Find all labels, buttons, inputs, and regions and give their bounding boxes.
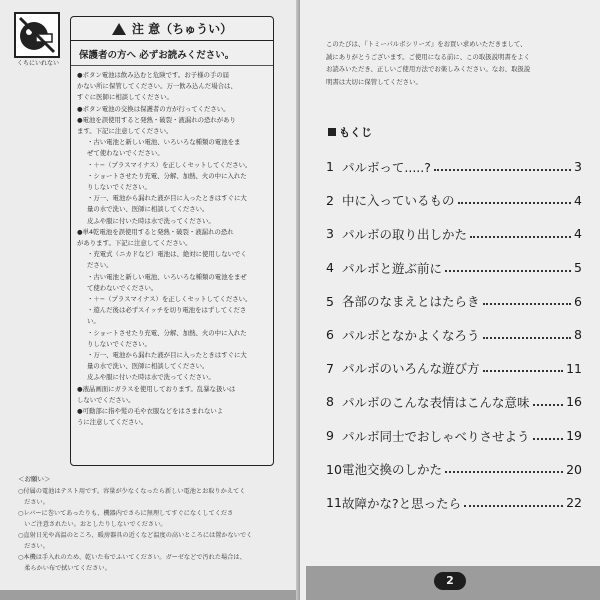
toc-leader-dots xyxy=(458,202,572,204)
left-page-bottom-edge xyxy=(0,590,296,600)
caution-item: ぜて使わないでください。 xyxy=(87,149,164,158)
notice-item: ○直射日光や高温のところ、暖房器具の近くなど温度の高いところには置かないでく xyxy=(18,532,253,539)
caution-item: ださい。 xyxy=(87,261,113,270)
notice-item: ○付属の電池はテスト用です。容量が少なくなったら新しい電池とお取りかえてく xyxy=(18,488,246,495)
toc-entry-page: 11 xyxy=(566,360,582,376)
caution-item: ・＋−（プラスマイナス）を正しくセットしてください。 xyxy=(87,160,252,169)
caution-header xyxy=(71,17,273,41)
caution-item: うに注意してください。 xyxy=(77,418,148,427)
caution-item: ●ボタン電池は飲み込むと危険です。お子様の手の届 xyxy=(77,71,230,79)
toc-entry-page: 8 xyxy=(574,327,582,343)
toc-entry xyxy=(326,284,582,318)
caution-item: ・ショートさせたり充電、分解、加熱、火の中に入れた xyxy=(87,328,247,337)
notice-title: ＜お願い＞ xyxy=(18,475,51,483)
caution-item: ・ショートさせたり充電、分解、加熱、火の中に入れた xyxy=(87,171,247,180)
toc-entry-page: 4 xyxy=(574,192,582,208)
toc-leader-dots xyxy=(445,270,571,272)
caution-item: 皮ふや服に付いた時は水で洗ってください。 xyxy=(87,373,215,382)
caution-list xyxy=(71,66,273,429)
caution-item: 皮ふや服に付いた時は水で洗ってください。 xyxy=(87,216,215,225)
toc-entry-number: 10 xyxy=(326,461,342,477)
toc-entry-title: 各部のなまえとはたらき xyxy=(342,294,480,310)
notice-item: ださい。 xyxy=(18,499,49,506)
toc-entry-number: 3 xyxy=(326,226,334,242)
caution-item: があります。下記に注意してください。 xyxy=(77,239,192,248)
caution-item: い。 xyxy=(87,317,100,326)
toc-leader-dots xyxy=(434,169,571,171)
badge-caption: くちにいれない xyxy=(16,60,59,67)
toc-entry-page: 5 xyxy=(574,260,582,276)
toc-leader-dots xyxy=(445,471,563,473)
caution-item: 量の水で洗い、医師に相談してください。 xyxy=(87,362,209,371)
table-of-contents xyxy=(326,150,582,520)
caution-item: ●単4乾電池を誤使用すると発熱・破裂・液漏れの恐れ xyxy=(77,227,234,236)
toc-leader-dots xyxy=(483,303,572,305)
toc-entry-page: 22 xyxy=(566,495,582,511)
notice-item: いご注意されたい。おとしたりしないでください。 xyxy=(18,521,167,528)
square-bullet-icon xyxy=(328,128,336,136)
toc-leader-dots xyxy=(464,505,563,507)
toc-entry xyxy=(326,184,582,218)
toc-entry-page: 16 xyxy=(566,394,582,410)
caution-item: ・古い電池と新しい電池、いろいろな種類の電池をまぜ xyxy=(87,272,247,281)
toc-entry-title: パルボって.....? xyxy=(342,159,431,175)
toc-entry-number: 11 xyxy=(326,495,342,511)
toc-entry xyxy=(326,486,582,520)
toc-entry xyxy=(326,352,582,386)
intro-paragraph xyxy=(326,38,584,88)
toc-entry-title: パルボとなかよくなろう xyxy=(342,327,480,343)
notice-item: ○本機は手入れのため、乾いた布でふいてください。ガーゼなどで汚れた場合は、 xyxy=(18,554,246,561)
notice-item: ださい。 xyxy=(18,543,49,550)
caution-item: ・古い電池と新しい電池、いろいろな種類の電池をま xyxy=(87,138,241,147)
caution-item: ます。下記に注意してください。 xyxy=(77,127,173,136)
toc-entry-page: 6 xyxy=(574,293,582,309)
toc-heading-label: もくじ xyxy=(339,126,372,139)
toc-entry-title: 中に入っているもの xyxy=(342,193,455,209)
caution-item: ●可動部に指や髪の毛や衣服などをはさまれないよ xyxy=(77,407,224,416)
toc-entry-page: 20 xyxy=(566,461,582,477)
toc-entry xyxy=(326,385,582,419)
caution-item: かない所に保管してください。万一飲み込んだ場合は、 xyxy=(77,82,237,91)
toc-entry-number: 5 xyxy=(326,293,334,309)
notice-item: ○レバーに巻いてあったりも、機器内でさらに無理してすぐになくしてくださ xyxy=(18,510,234,517)
intro-line: 明書は大切に保管してください。 xyxy=(326,77,422,86)
toc-entry-number: 9 xyxy=(326,428,334,444)
caution-item: ・充電式（ニカドなど）電池は、絶対に使用しないでく xyxy=(87,250,247,259)
caution-item: ・万一、電池から漏れた液が目に入ったときはすぐに大 xyxy=(87,194,247,203)
toc-entry-title: パルボのいろんな遊び方 xyxy=(342,361,480,377)
toc-leader-dots xyxy=(483,337,572,339)
toc-entry-title: パルボのこんな表情はこんな意味 xyxy=(342,394,530,410)
toc-entry xyxy=(326,318,582,352)
caution-item: ●液晶画面にガラスを使用しております。乱暴な扱いは xyxy=(77,384,236,393)
notice-item: 柔らかい布で拭いてください。 xyxy=(18,565,111,572)
toc-leader-dots xyxy=(483,370,564,372)
no-mouth-warning-icon xyxy=(14,12,60,62)
toc-leader-dots xyxy=(533,438,564,440)
toc-entry-title: パルボの取り出しかた xyxy=(342,226,468,242)
toc-entry-title: 故障かな?と思ったら xyxy=(342,495,462,511)
caution-item: ・遊んだ後は必ずスイッチを切り電池をはずしてくださ xyxy=(87,306,247,315)
toc-entry-page: 19 xyxy=(566,428,582,444)
caution-subtitle: 保護者の方へ 必ずお読みください。 xyxy=(71,41,273,66)
caution-item: しないでください。 xyxy=(77,395,135,404)
toc-entry-title: パルボと遊ぶ前に xyxy=(342,260,443,276)
notice-list xyxy=(18,486,284,574)
toc-entry-number: 7 xyxy=(326,360,334,376)
toc-entry-number: 6 xyxy=(326,327,334,343)
toc-entry-number: 1 xyxy=(326,159,334,175)
caution-item: 量の水で洗い、医師に相談してください。 xyxy=(87,205,209,214)
toc-leader-dots xyxy=(470,236,571,238)
page-number: 2 xyxy=(434,572,466,590)
toc-entry xyxy=(326,419,582,453)
intro-line: このたびは、『トミーパルボシリーズ』をお買い求めいただきまして、 xyxy=(326,40,527,48)
toc-entry-number: 2 xyxy=(326,192,334,208)
warning-triangle-icon xyxy=(112,23,126,35)
caution-item: すぐに医師に相談してください。 xyxy=(77,93,173,102)
toc-entry xyxy=(326,452,582,486)
toc-entry-title: パルボ同士でおしゃべりさせよう xyxy=(342,428,530,444)
caution-item: ●電池を誤使用すると発熱・破裂・液漏れの恐れがあり xyxy=(77,115,236,124)
caution-item: ・＋−（プラスマイナス）を正しくセットしてください。 xyxy=(87,295,252,304)
notice-section xyxy=(18,474,284,574)
intro-line: 誠にありがとうございます。ご使用になる前に、この取扱説明書をよく xyxy=(326,52,530,61)
toc-entry-title: 電池交換のしかた xyxy=(342,462,443,478)
caution-item: りしないでください。 xyxy=(87,339,151,348)
toc-leader-dots xyxy=(533,404,564,406)
toc-heading xyxy=(328,124,372,140)
caution-item: て使わないでください。 xyxy=(87,283,158,292)
caution-item: ●ボタン電池の交換は保護者の方が行ってください。 xyxy=(77,104,230,113)
caution-item: りしないでください。 xyxy=(87,183,151,192)
toc-entry xyxy=(326,217,582,251)
toc-entry-page: 3 xyxy=(574,159,582,175)
toc-entry xyxy=(326,251,582,285)
toc-entry-number: 4 xyxy=(326,260,334,276)
toc-entry-page: 4 xyxy=(574,226,582,242)
intro-line: お読みいただき、正しいご使用方法でお楽しみください。なお、取扱説 xyxy=(326,65,531,73)
toc-entry-number: 8 xyxy=(326,394,334,410)
caution-item: ・万一、電池から漏れた液が目に入ったときはすぐに大 xyxy=(87,351,247,360)
caution-box xyxy=(70,16,274,466)
caution-title: 注 意（ちゅうい） xyxy=(131,22,233,36)
toc-entry xyxy=(326,150,582,184)
